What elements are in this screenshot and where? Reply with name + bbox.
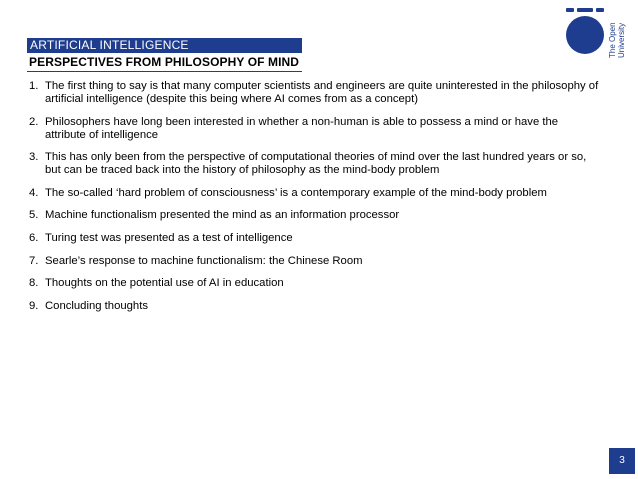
list-item [29, 187, 599, 200]
title-divider [27, 71, 302, 72]
list-item [29, 151, 599, 177]
list-item-number: 6. [29, 231, 39, 244]
list-item-text: Concluding thoughts [45, 299, 149, 312]
list-item [29, 116, 599, 142]
logo-text: The Open University [608, 22, 626, 58]
slide-title: PERSPECTIVES FROM PHILOSOPHY OF MIND [29, 55, 300, 69]
list-item [29, 300, 599, 313]
list-item [29, 209, 599, 222]
list-item-text: Philosophers have long been interested in whether a non-human is able to possess a mind or have the attribute of intelligence [45, 115, 559, 141]
list-item-text: The so-called ‘hard problem of consciousness’ is a contemporary example of the mind-body problem [45, 186, 547, 199]
list-item-number: 5. [29, 209, 39, 222]
list-item [29, 232, 599, 245]
list-item-text: Turing test was presented as a test of intelligence [45, 231, 293, 244]
list-item-number: 8. [29, 277, 39, 290]
list-item [29, 277, 599, 290]
list-item-text: The first thing to say is that many computer scientists and engineers are quite uninterested in the philosophy of artificial intelligence (despite this being where AI comes from as a concept) [45, 80, 599, 105]
list-item-number: 3. [29, 151, 39, 164]
page-number: 3 [609, 448, 635, 474]
list-item-text: Searle’s response to machine functionalism: the Chinese Room [45, 254, 363, 267]
topic-list [29, 80, 599, 322]
list-item-number: 9. [29, 299, 39, 312]
list-item-text: Machine functionalism presented the mind as an information processor [45, 209, 400, 222]
list-item-number: 2. [29, 115, 39, 128]
section-label: ARTIFICIAL INTELLIGENCE [27, 38, 302, 53]
list-item [29, 255, 599, 268]
logo-wordmark [609, 6, 635, 58]
list-item-text: Thoughts on the potential use of AI in education [45, 277, 284, 290]
list-item-number: 4. [29, 186, 39, 199]
list-item-number: 1. [29, 80, 39, 92]
list-item [29, 80, 599, 106]
list-item-number: 7. [29, 254, 39, 267]
list-item-text: This has only been from the perspective of computational theories of mind over the last hundred years or so, but can be traced back into the history of philosophy as the mind-body problem [45, 151, 587, 177]
